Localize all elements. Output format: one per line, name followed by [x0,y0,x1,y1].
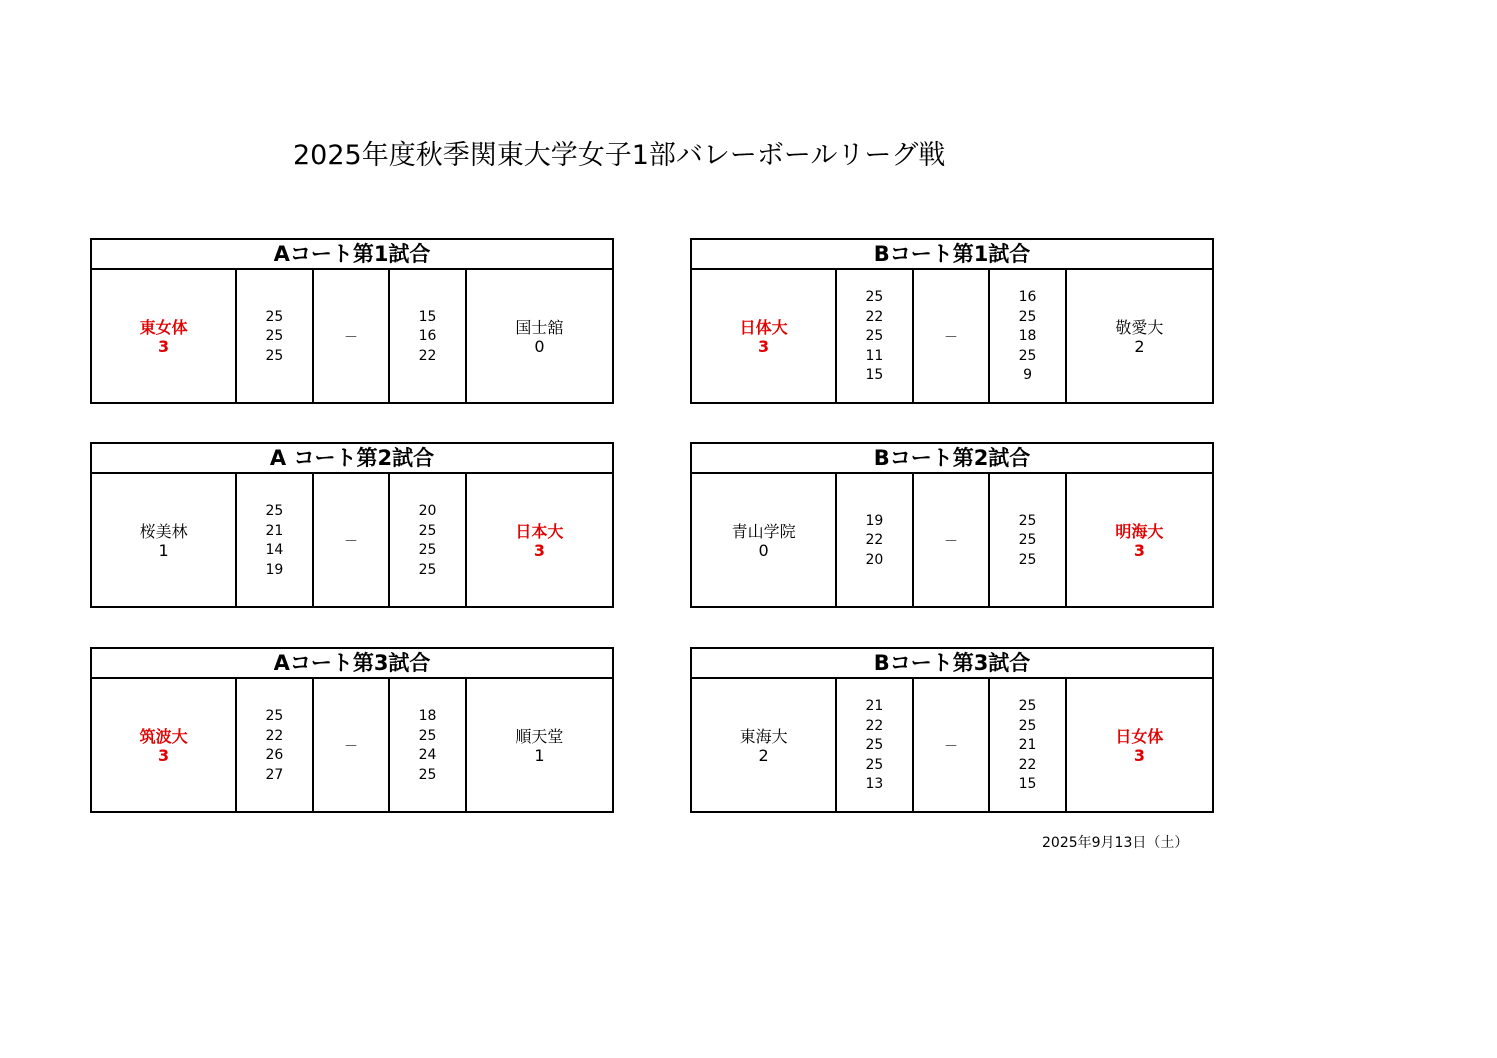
set-score: 25 [1018,512,1037,529]
set-score: 11 [865,347,884,364]
versus-dash: － [944,330,958,346]
match-body [692,679,1212,813]
set-score: 21 [865,698,884,715]
set-score: 13 [865,776,884,793]
set-score: 25 [1018,717,1037,734]
sets-won: 3 [1133,541,1145,560]
team-name: 明海大 [1115,522,1164,541]
versus-dash-cell [914,474,991,608]
set-score: 22 [418,347,437,364]
sets-won: 3 [758,337,770,356]
set-score: 25 [265,347,284,364]
set-score: 16 [1018,289,1037,306]
set-score: 22 [1018,756,1037,773]
left-set-scores [866,288,884,386]
versus-dash: － [944,534,958,550]
set-score: 25 [265,308,284,325]
set-score: 25 [265,328,284,345]
right-set-scores-cell [390,270,467,404]
set-score: 21 [265,522,284,539]
sets-won: 3 [1133,746,1145,765]
right-team [1115,318,1163,356]
right-set-scores-cell [390,474,467,608]
set-score: 19 [265,561,284,578]
versus-dash-cell [914,679,991,813]
set-score: 22 [265,727,284,744]
right-team [1115,522,1163,560]
team-name: 日体大 [739,318,788,337]
match-heading: Bコート第3試合 [692,649,1212,679]
right-set-scores-cell [990,679,1067,813]
left-team [140,318,188,356]
left-set-scores-cell [237,679,314,813]
set-score: 20 [865,551,884,568]
right-set-scores-cell [990,270,1067,404]
set-score: 21 [1018,737,1037,754]
team-name: 筑波大 [139,727,188,746]
set-score: 25 [1018,308,1037,325]
set-score: 25 [865,737,884,754]
set-score: 25 [1018,532,1037,549]
left-set-scores [866,697,884,795]
right-team [1115,727,1163,765]
match-heading: Bコート第2試合 [692,444,1212,474]
team-name: 東海大 [739,727,788,746]
right-set-scores [1019,697,1037,795]
team-name: 日女体 [1115,727,1164,746]
left-team-cell [92,679,237,813]
set-score: 15 [418,308,437,325]
match-body [692,474,1212,608]
team-name: 青山学院 [731,522,796,541]
set-score: 24 [418,747,437,763]
set-score: 26 [265,747,284,763]
right-set-scores [1019,288,1037,386]
versus-dash-cell [314,270,391,404]
versus-dash-cell [314,474,391,608]
set-score: 20 [418,503,437,519]
right-set-scores [419,707,437,785]
versus-dash-cell [914,270,991,404]
versus-dash: － [344,534,358,550]
left-team-cell [692,270,837,404]
match-heading: Bコート第1試合 [692,240,1212,270]
left-set-scores-cell [837,679,914,813]
set-score: 22 [865,532,884,549]
set-score: 19 [865,512,884,529]
left-set-scores-cell [237,270,314,404]
set-score: 18 [418,708,437,724]
versus-dash: － [944,739,958,755]
team-name: 国士舘 [515,318,564,337]
set-score: 18 [1018,328,1037,345]
left-team-cell [92,270,237,404]
right-team [515,522,563,560]
right-set-scores-cell [990,474,1067,608]
match-heading: A コート第2試合 [92,444,612,474]
set-score: 25 [418,522,437,539]
team-name: 敬愛大 [1115,318,1164,337]
left-team-cell [692,474,837,608]
match-card [90,442,614,608]
right-set-scores [1019,512,1037,571]
versus-dash-cell [314,679,391,813]
right-team-cell [1067,474,1212,608]
page-title: 2025年度秋季関東大学女子1部バレーボールリーグ戦 [293,140,946,171]
left-set-scores [266,308,284,367]
left-set-scores-cell [837,474,914,608]
right-set-scores [419,308,437,367]
sets-won: 3 [158,337,170,356]
match-heading: Aコート第3試合 [92,649,612,679]
right-set-scores-cell [390,679,467,813]
left-set-scores [266,502,284,580]
sets-won: 0 [534,337,545,356]
team-name: 日本大 [515,522,564,541]
match-card [690,442,1214,608]
set-score: 15 [1018,776,1037,793]
versus-dash: － [344,739,358,755]
right-team-cell [467,679,612,813]
set-score: 25 [1018,551,1037,568]
set-score: 22 [865,308,884,325]
sets-won: 1 [158,541,169,560]
sets-won: 1 [534,746,545,765]
match-body [92,474,612,608]
set-score: 22 [865,717,884,734]
sets-won: 2 [1134,337,1145,356]
left-set-scores-cell [237,474,314,608]
match-card [90,238,614,404]
match-card [690,238,1214,404]
set-score: 9 [1023,367,1033,384]
match-body [92,270,612,404]
team-name: 東女体 [139,318,188,337]
match-body [692,270,1212,404]
left-team-cell [692,679,837,813]
right-team-cell [1067,679,1212,813]
set-score: 27 [265,766,284,783]
left-team [740,318,788,356]
set-score: 16 [418,328,437,345]
versus-dash: － [344,330,358,346]
sets-won: 0 [758,541,769,560]
match-card [690,647,1214,813]
set-score: 25 [865,756,884,773]
right-team-cell [1067,270,1212,404]
left-team [140,522,188,560]
sets-won: 3 [533,541,545,560]
left-team [740,727,788,765]
left-set-scores [266,707,284,785]
right-team [515,727,563,765]
team-name: 桜美林 [139,522,188,541]
team-name: 順天堂 [515,727,564,746]
set-score: 25 [265,708,284,724]
match-body [92,679,612,813]
set-score: 25 [418,727,437,744]
left-team [732,522,796,560]
set-score: 25 [1018,698,1037,715]
right-team-cell [467,270,612,404]
right-set-scores [419,502,437,580]
left-set-scores-cell [837,270,914,404]
right-team [515,318,563,356]
set-score: 25 [418,766,437,783]
match-card [90,647,614,813]
left-set-scores [866,512,884,571]
set-score: 15 [865,367,884,384]
left-team-cell [92,474,237,608]
match-date: 2025年9月13日（土） [1042,835,1189,851]
set-score: 14 [265,542,284,558]
sets-won: 2 [758,746,769,765]
left-team [140,727,188,765]
set-score: 25 [865,289,884,306]
set-score: 25 [418,561,437,578]
match-heading: Aコート第1試合 [92,240,612,270]
set-score: 25 [1018,347,1037,364]
set-score: 25 [418,542,437,558]
set-score: 25 [865,328,884,345]
set-score: 25 [265,503,284,519]
sets-won: 3 [158,746,170,765]
right-team-cell [467,474,612,608]
